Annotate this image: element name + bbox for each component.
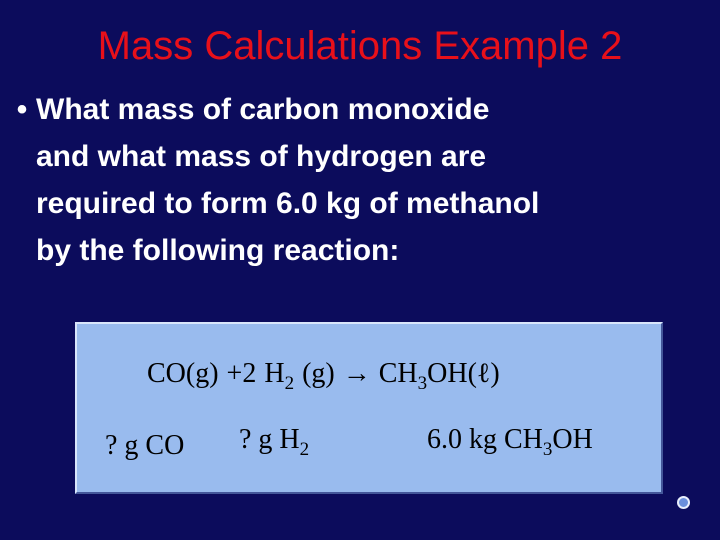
product-methanol: $CH_3OH(\ell)$	[378, 358, 500, 394]
quantity-methanol: 6.0 kg $CH_3OH$	[427, 424, 593, 460]
slide-title: Mass Calculations Example 2	[97, 24, 623, 68]
reactant-co: CO(g)	[147, 358, 219, 389]
equation-box	[75, 322, 663, 494]
bullet-item	[8, 86, 712, 274]
coefficient-2: 2	[242, 358, 257, 389]
bullet-text: What mass of carbon monoxide and what mass of hydrogen are required to form 6.0 kg of methanol by the following reaction:	[36, 93, 540, 267]
reaction-arrow: →	[342, 358, 371, 389]
reactant-h2-state: (g)	[302, 358, 335, 389]
quantity-h2: ? g $H_2$	[239, 424, 310, 460]
bullet-marker: •	[16, 93, 28, 126]
slide-nav-button[interactable]	[677, 496, 690, 509]
reactant-h2: $H_2$	[264, 358, 295, 394]
quantity-co: ? g CO	[105, 430, 185, 461]
reaction-equation	[147, 358, 500, 394]
plus-sign: +	[226, 358, 243, 389]
liquid-state-symbol: ℓ	[476, 358, 491, 389]
